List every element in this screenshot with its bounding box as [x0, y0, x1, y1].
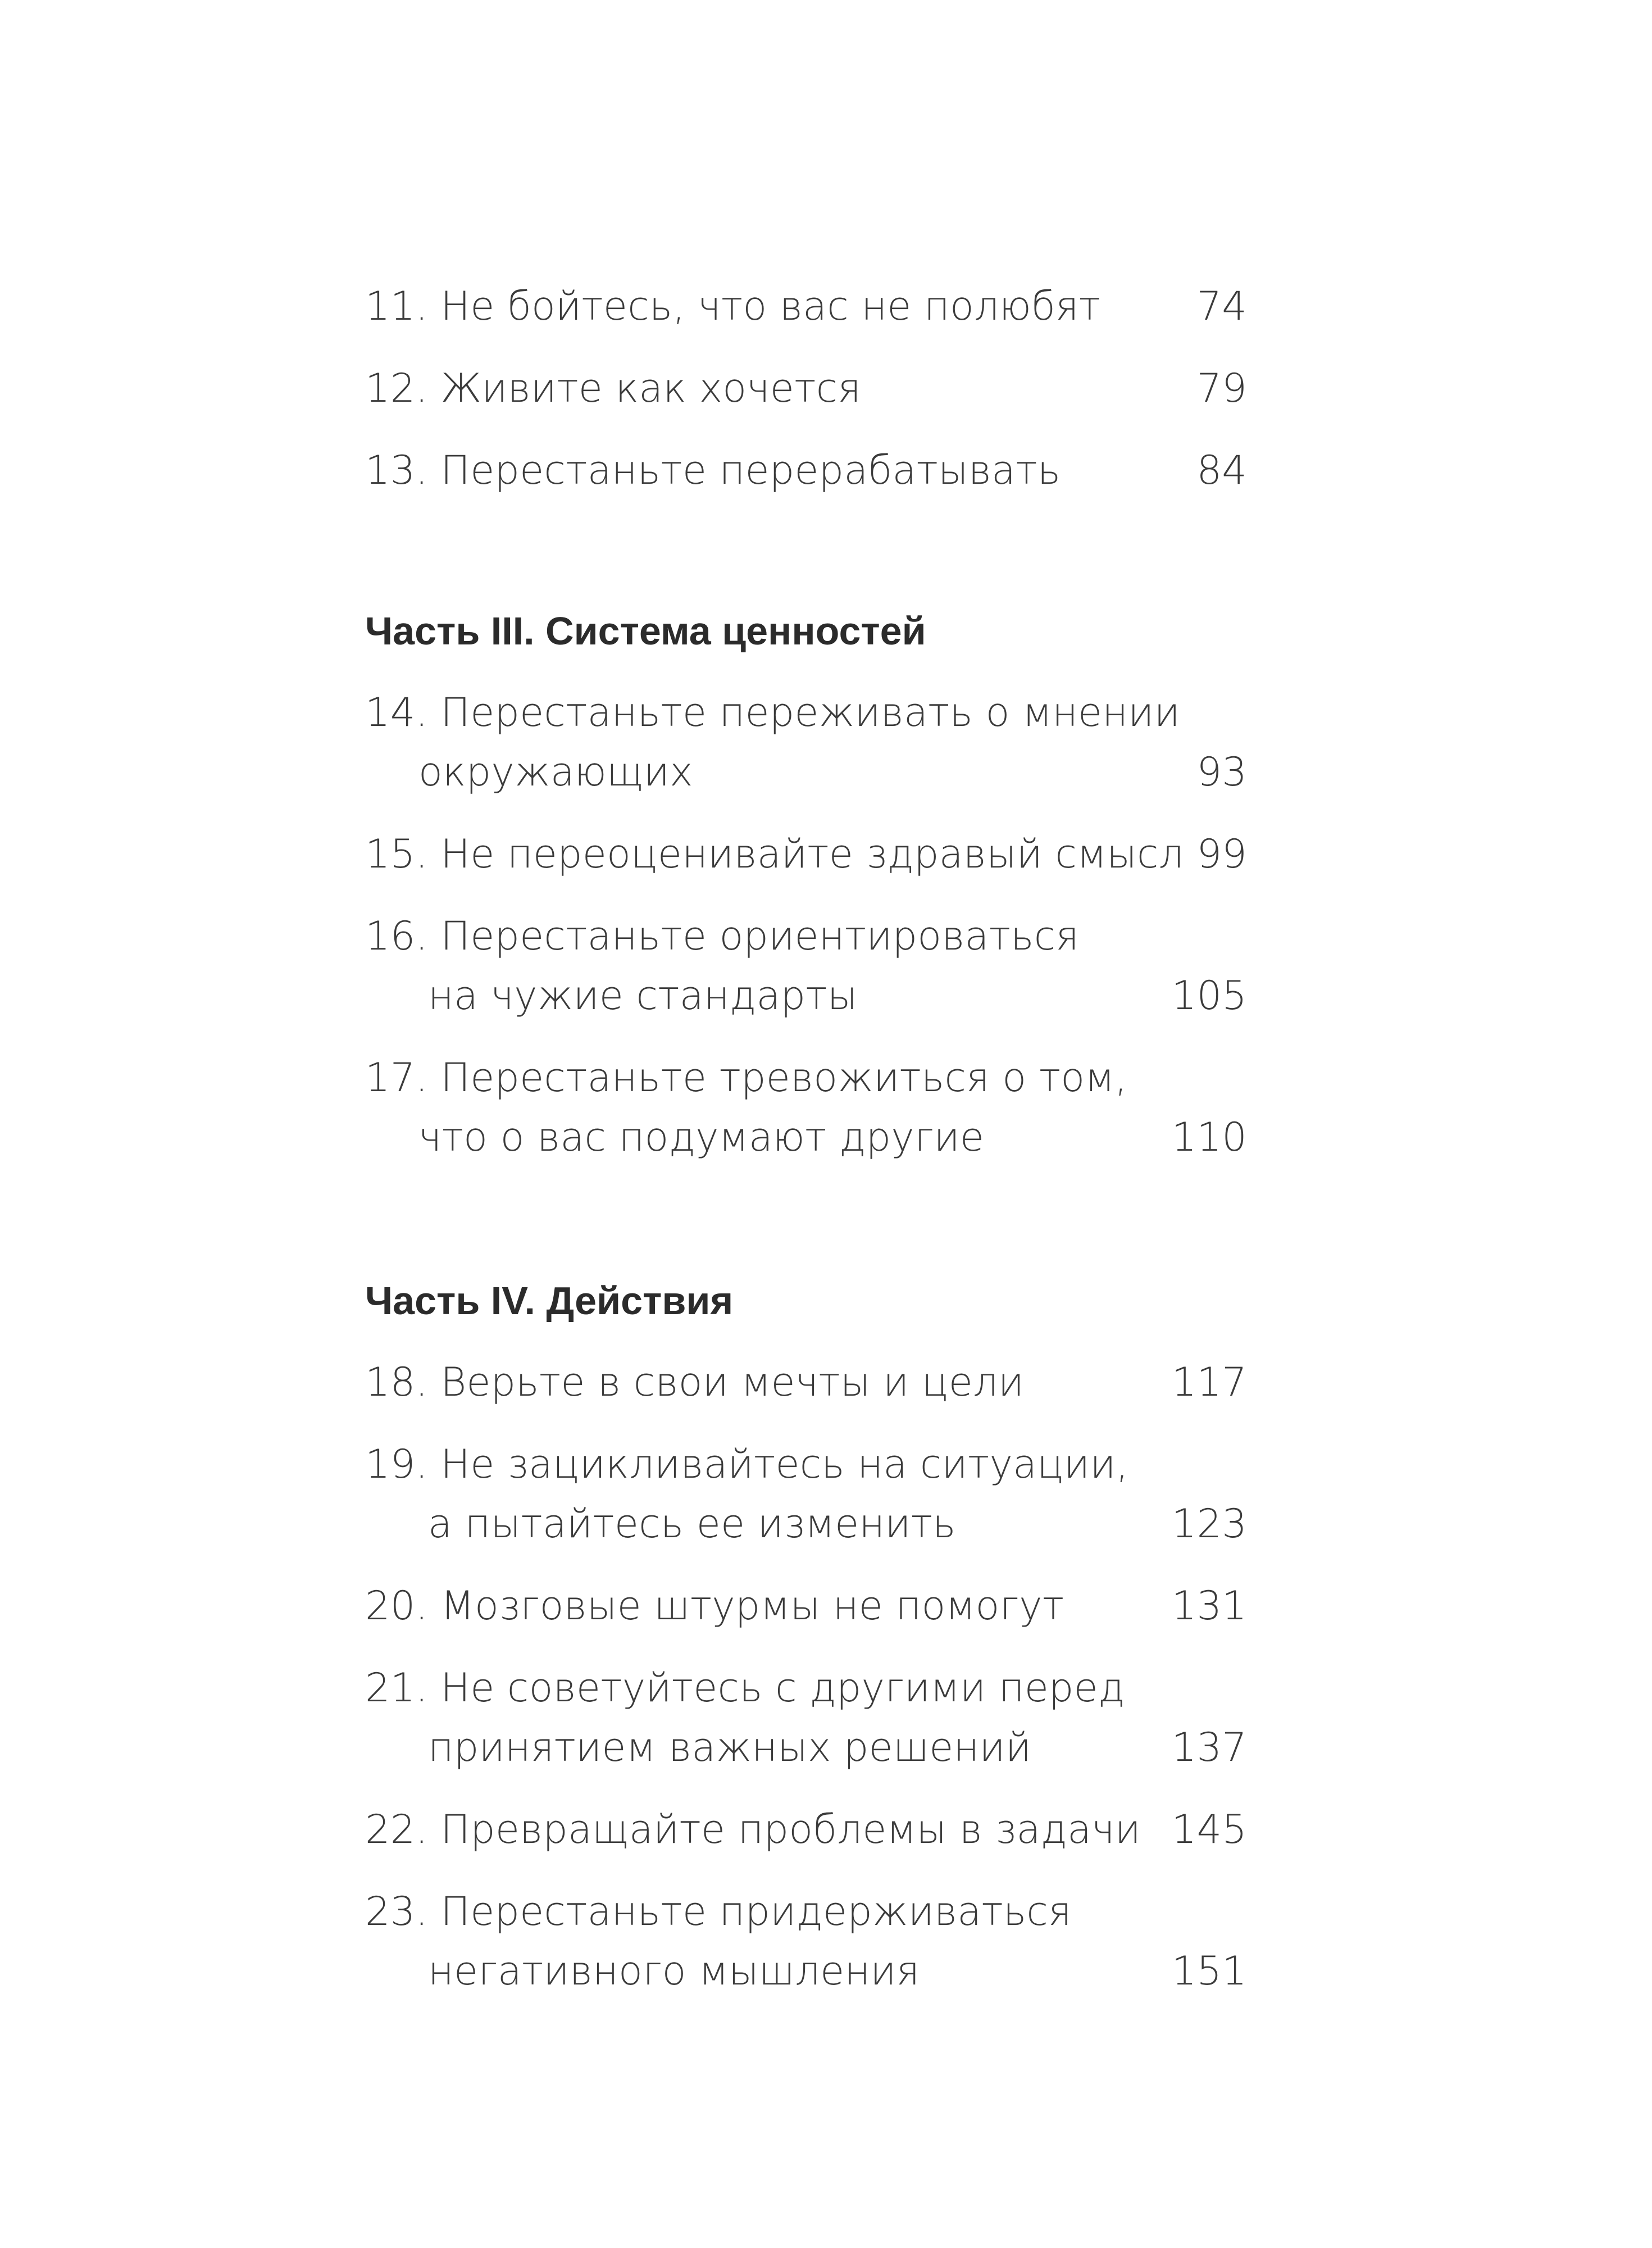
toc-page-number: 131 [1171, 1583, 1247, 1629]
toc-entry-title: 16. Перестаньте ориентироваться [365, 913, 1080, 959]
toc-page-number: 117 [1171, 1359, 1247, 1405]
toc-entry-title-cont: негативного мышления [428, 1948, 920, 1994]
toc-entry-title: 12. Живите как хочется [365, 365, 862, 411]
toc-entry-21[interactable] [365, 1658, 1247, 1777]
toc-page-number: 105 [1171, 973, 1247, 1019]
toc-entry-title: 21. Не советуйтесь с другими перед [365, 1665, 1125, 1711]
toc-entry-title-cont: окружающих [418, 749, 693, 795]
toc-page-number: 110 [1171, 1114, 1247, 1160]
toc-entry-13[interactable] [365, 440, 1247, 500]
toc-entry-19[interactable] [365, 1434, 1247, 1554]
toc-entry-17[interactable] [365, 1048, 1247, 1167]
toc-entry-title: 11. Не бойтесь, что вас не полюбят [365, 283, 1101, 329]
part-3-heading[interactable]: Часть III. Система ценностей [365, 609, 926, 653]
toc-page-number: 79 [1196, 365, 1247, 411]
toc-entry-11[interactable] [365, 276, 1247, 336]
toc-entry-title: 15. Не переоценивайте здравый смысл [365, 831, 1184, 877]
toc-entry-title-cont: что о вас подумают другие [418, 1114, 985, 1160]
toc-entry-15[interactable] [365, 824, 1247, 884]
toc-entry-title: 23. Перестаньте придерживаться [365, 1888, 1072, 1934]
toc-page-number: 74 [1196, 283, 1247, 329]
toc-entry-12[interactable] [365, 358, 1247, 418]
toc-entry-22[interactable] [365, 1800, 1247, 1859]
toc-entry-title-cont: а пытайтесь ее изменить [428, 1501, 956, 1547]
toc-entry-title: 13. Перестаньте перерабатывать [365, 447, 1061, 493]
toc-entry-20[interactable] [365, 1576, 1247, 1636]
toc-entry-title: 18. Верьте в свои мечты и цели [365, 1359, 1025, 1405]
toc-entry-title-cont: на чужие стандарты [428, 973, 858, 1019]
toc-entry-16[interactable] [365, 906, 1247, 1025]
toc-entry-18[interactable] [365, 1352, 1247, 1412]
toc-page-number: 123 [1171, 1501, 1247, 1547]
toc-page-number: 137 [1171, 1724, 1247, 1770]
part-4-heading[interactable]: Часть IV. Действия [365, 1279, 734, 1323]
toc-entry-title: 17. Перестаньте тревожиться о том, [365, 1055, 1127, 1101]
toc-entry-title: 20. Мозговые штурмы не помогут [365, 1583, 1064, 1629]
toc-page-number: 93 [1196, 749, 1247, 795]
toc-entry-title-cont: принятием важных решений [428, 1724, 1032, 1770]
toc-entry-title: 19. Не зацикливайтесь на ситуации, [365, 1441, 1129, 1487]
toc-entry-title: 14. Перестаньте переживать о мнении [365, 689, 1180, 735]
toc-entry-23[interactable] [365, 1882, 1247, 2001]
toc-page-number: 151 [1171, 1948, 1247, 1994]
toc-page-number: 145 [1171, 1806, 1247, 1852]
toc-entry-title: 22. Превращайте проблемы в задачи [365, 1806, 1141, 1852]
toc-page-number: 99 [1196, 831, 1247, 877]
toc-page-number: 84 [1196, 447, 1247, 493]
toc-entry-14[interactable] [365, 683, 1247, 802]
